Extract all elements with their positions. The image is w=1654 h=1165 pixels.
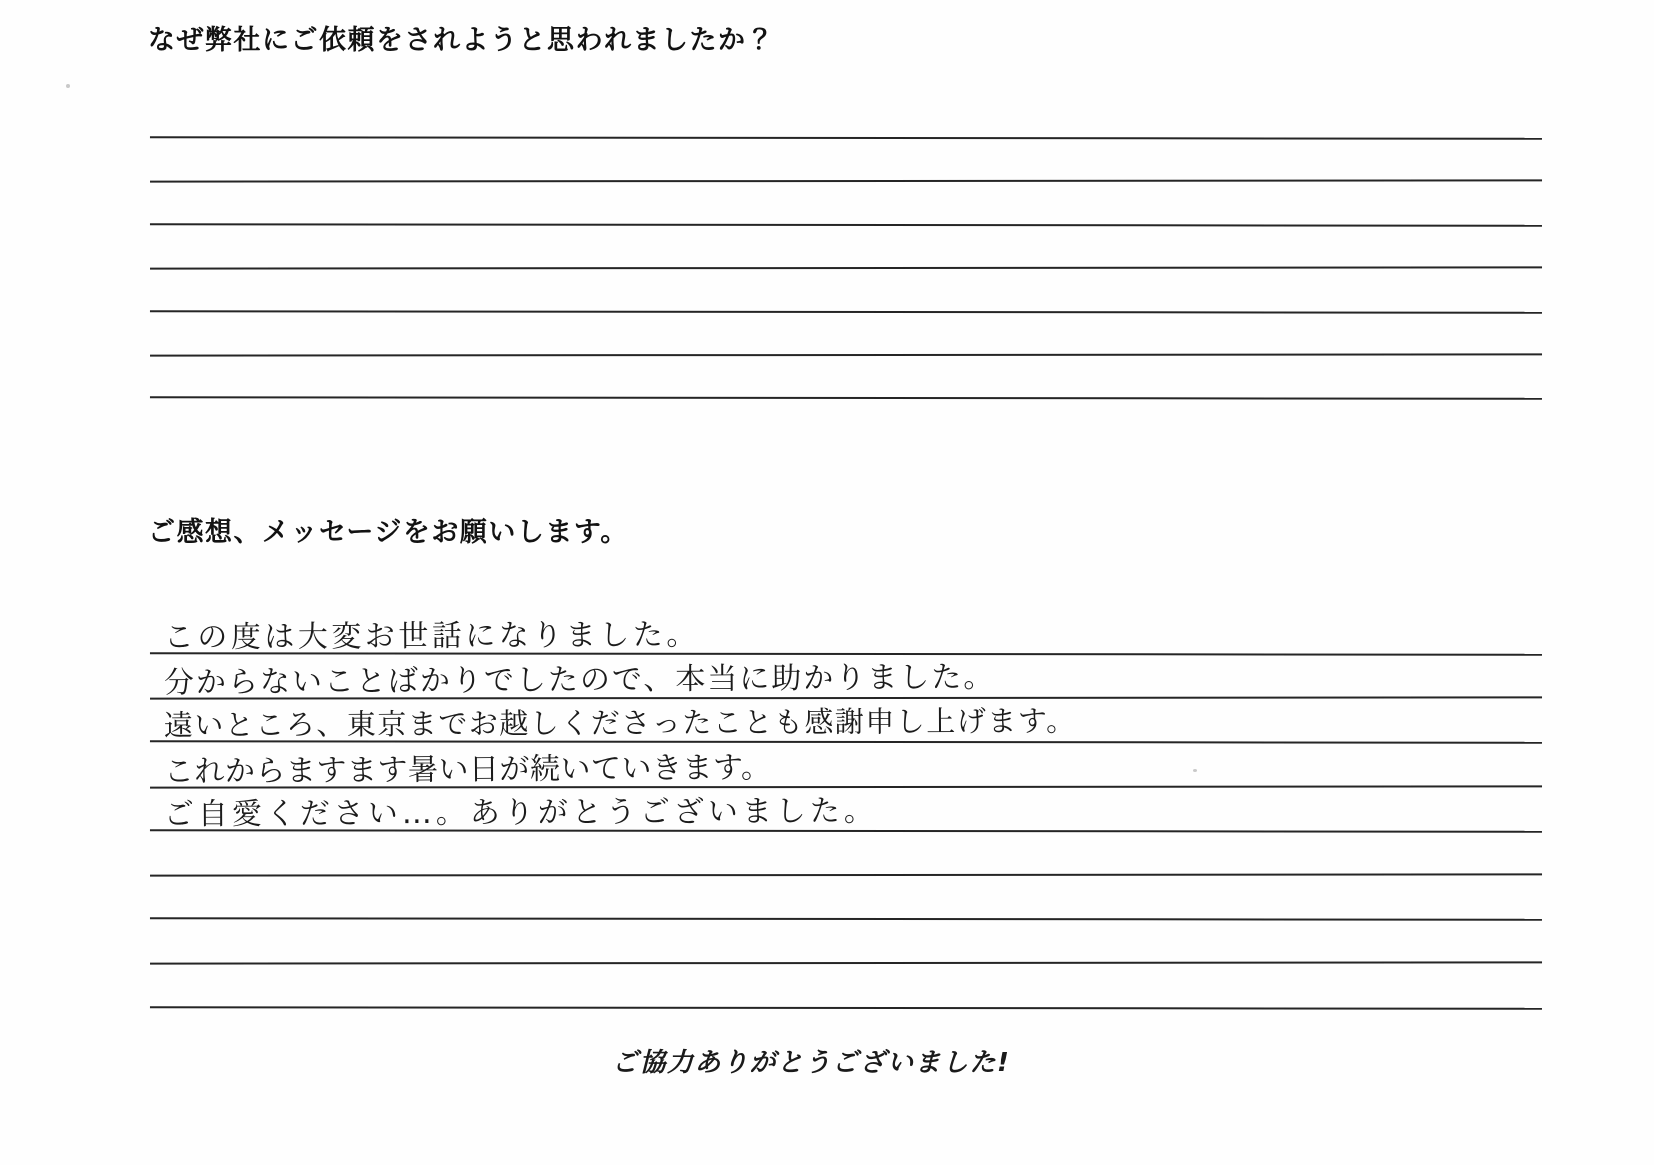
handwritten-text: これからますます暑い日が続いていきます。 bbox=[163, 750, 772, 790]
ruled-answer-line bbox=[150, 95, 1542, 140]
ruled-answer-line bbox=[150, 356, 1542, 401]
scan-speck bbox=[66, 84, 70, 88]
ruled-answer-line bbox=[150, 312, 1542, 357]
ruled-answer-line bbox=[150, 920, 1542, 965]
ruled-answer-line bbox=[150, 831, 1542, 876]
question-2-answer-area bbox=[150, 611, 1542, 1009]
ruled-answer-line bbox=[150, 964, 1542, 1010]
question-1-answer-area bbox=[150, 96, 1542, 400]
ruled-answer-line bbox=[150, 182, 1542, 227]
ruled-answer-line bbox=[150, 610, 1542, 656]
ruled-answer-line bbox=[150, 743, 1542, 788]
question-2-label: ご感想、メッセージをお願いします。 bbox=[148, 517, 629, 548]
handwritten-text: 遠いところ、東京までお越しくださったことも感謝申し上げます。 bbox=[163, 704, 1077, 743]
ruled-answer-line bbox=[150, 226, 1542, 271]
handwritten-text: この度は大変お世話になりました。 bbox=[163, 617, 700, 656]
question-1-label: なぜ弊社にご依頼をされようと思われましたか？ bbox=[148, 25, 775, 56]
ruled-answer-line bbox=[150, 699, 1542, 745]
ruled-answer-line bbox=[150, 875, 1542, 921]
ruled-answer-line bbox=[150, 787, 1542, 833]
ruled-answer-line bbox=[150, 269, 1542, 314]
footer-thanks-text: ご協力ありがとうございました! bbox=[612, 1048, 1011, 1078]
ruled-answer-line bbox=[150, 655, 1542, 700]
handwritten-text: 分からないことばかりでしたので、本当に助かりました。 bbox=[163, 660, 996, 701]
handwritten-text: ご自愛ください…。ありがとうございました。 bbox=[163, 793, 878, 833]
ruled-answer-line bbox=[150, 139, 1542, 184]
